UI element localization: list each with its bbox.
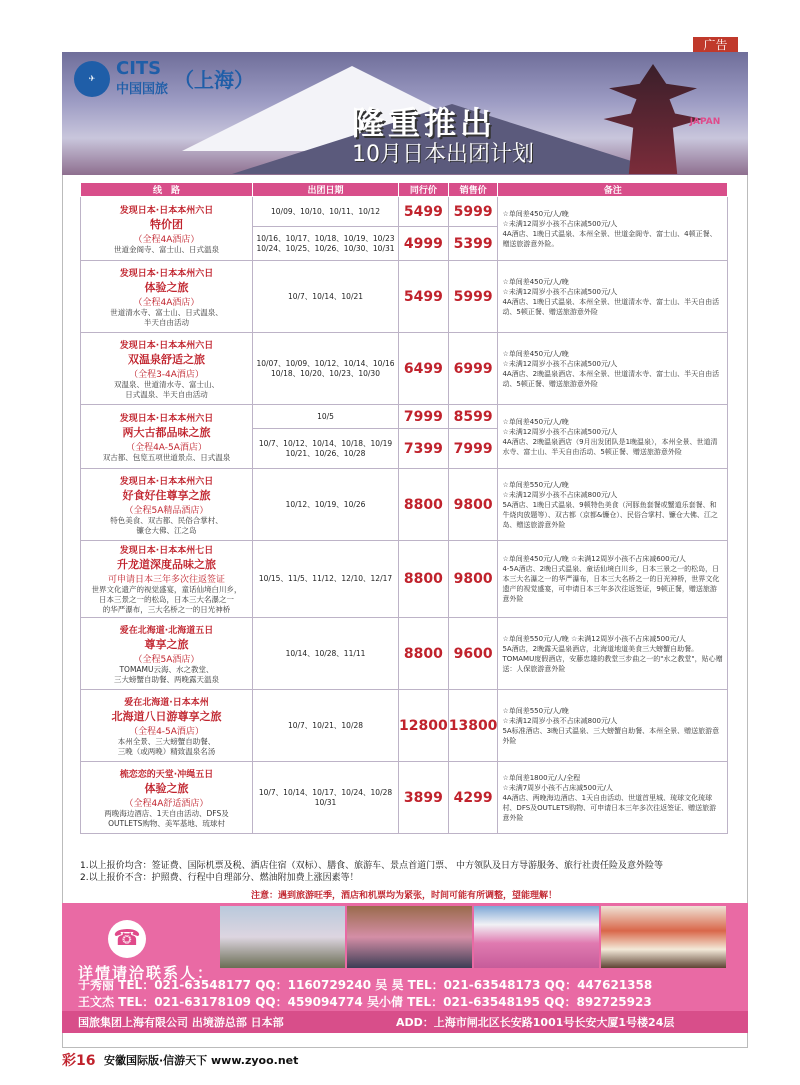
publication: 安徽国际版·信游天下 www.zyoo.net <box>104 1054 299 1067</box>
route-cell <box>81 690 253 762</box>
dates-cell: 10/07、10/09、10/12、10/14、10/16 10/18、10/20、10/23、10/30 <box>253 333 399 405</box>
trade-price: 8800 <box>399 618 449 690</box>
logo-cn: 中国国旅 <box>116 82 169 97</box>
logo-en: CITS <box>116 58 162 79</box>
trade-price: 8800 <box>399 541 449 618</box>
kimono-photo <box>347 906 472 968</box>
sale-price: 5999 <box>448 197 498 227</box>
phone-icon: ☎ <box>108 920 146 958</box>
trade-price: 5499 <box>399 197 449 227</box>
route-title: 发现日本·日本本州七日 <box>119 546 214 556</box>
route-cell <box>81 333 253 405</box>
sale-price: 5399 <box>448 227 498 261</box>
route-desc: 两晚海边酒店、1天自由活动、DFS及 OUTLETS购物、美军基地、琉球村 <box>104 808 229 828</box>
col-trade-price: 同行价 <box>399 183 449 197</box>
sale-price: 9800 <box>448 541 498 618</box>
route-desc: 世界文化遗产的视觉盛宴，童话仙境白川乡， 日本三景之一的松岛，日本三大名瀑之一 的华严瀑布，三大名桥之一的日光神桥 <box>91 585 242 614</box>
photo-strip <box>220 906 726 968</box>
contact-row-1: 于秀丽 TEL：021-63548177 QQ：1160729240 吴 昊 TEL：021-63548173 QQ：447621358 <box>78 978 653 992</box>
col-dates: 出团日期 <box>253 183 399 197</box>
headline: 隆重推出 <box>352 104 497 142</box>
route-cell <box>81 541 253 618</box>
route-hotel: 可申请日本三年多次往返签证 <box>107 575 225 585</box>
route-hotel: （全程4A-5A酒店） <box>126 442 207 453</box>
route-title: 发现日本·日本本州六日 <box>119 268 214 279</box>
col-sale-price: 销售价 <box>448 183 498 197</box>
notes-cell: ☆单间差450元/人/晚 ☆未满12周岁小孩不占床减500元/人 4A酒店、1晚日式温泉、本州全景、世道清水寺、富士山、半天自由活动、5顿正餐、赠送旅游意外险 <box>498 261 728 333</box>
notice: 注意：遇到旅游旺季，酒店和机票均为紧张，时间可能有所调整，望能理解！ <box>250 891 557 901</box>
footnote-2: 2.以上报价不含：护照费、行程中自理部分、燃油附加费上涨因素等！ <box>80 873 359 883</box>
route-hotel: （全程4A酒店） <box>133 297 200 308</box>
ad-label: 广告 <box>693 37 738 54</box>
route-name: 好食好住尊享之旅 <box>122 488 211 502</box>
trade-price: 8800 <box>399 469 449 541</box>
subheadline: 10月日本出团计划 <box>352 142 534 167</box>
sale-price: 8599 <box>448 405 498 429</box>
table-row <box>81 541 728 618</box>
table-row <box>81 762 728 834</box>
dates-cell: 10/7、10/21、10/28 <box>253 690 399 762</box>
sale-price: 9800 <box>448 469 498 541</box>
route-hotel: （全程5A酒店） <box>133 654 200 665</box>
route-cell <box>81 618 253 690</box>
notes-cell: ☆单间差550元/人/晚 ☆未满12周岁小孩不占床减800元/人 5A酒店、1晚日式温泉、9顿特色美食（河豚鱼套餐或蟹道乐套餐、和牛烧肉放题等）、双古都（京都&镰仓）、民俗合掌村、镰仓大佛、江之岛、赠送旅游意外险 <box>498 469 728 541</box>
trade-price: 12800 <box>399 690 449 762</box>
table-row <box>81 197 728 227</box>
logo-city: （上海） <box>174 68 255 92</box>
route-title: 发现日本·日本本州六日 <box>119 413 214 424</box>
route-cell <box>81 405 253 469</box>
route-cell <box>81 261 253 333</box>
dates-cell: 10/12、10/19、10/26 <box>253 469 399 541</box>
trade-price: 7399 <box>399 429 449 469</box>
table-row <box>81 690 728 762</box>
route-name: 尊享之旅 <box>144 637 189 651</box>
dates-cell: 10/15、11/5、11/12、12/10、12/17 <box>253 541 399 618</box>
route-cell <box>81 469 253 541</box>
route-title: 发现日本·日本本州六日 <box>119 476 214 487</box>
trade-price: 5499 <box>399 261 449 333</box>
route-desc: TOMAMU云海、水之教堂、 三大螃蟹自助餐、两晚露天温泉 <box>114 664 219 684</box>
dates-cell: 10/5 <box>253 405 399 429</box>
sushi-photo <box>601 906 726 968</box>
dates-cell: 10/7、10/14、10/17、10/24、10/28 10/31 <box>253 762 399 834</box>
route-desc: 世道清水寺、富士山、日式温泉、 半天自由活动 <box>110 307 223 327</box>
route-name: 体验之旅 <box>144 781 189 795</box>
japan-mark: JAPAN <box>689 117 721 127</box>
company-name: 国旅集团上海有限公司 出境游总部 日本部 <box>78 1016 284 1029</box>
dates-cell: 10/16、10/17、10/18、10/19、10/23 10/24、10/25、10/26、10/30、10/31 <box>253 227 399 261</box>
route-desc: 双古都、包览五项世道景点、日式温泉 <box>102 452 231 462</box>
route-title: 发现日本·日本本州六日 <box>119 205 214 216</box>
sale-price: 4299 <box>448 762 498 834</box>
dates-cell: 10/7、10/12、10/14、10/18、10/19 10/21、10/26、10/28 <box>253 429 399 469</box>
footnotes <box>80 860 663 884</box>
route-title: 爱在北海道·日本本州 <box>124 697 209 708</box>
route-hotel: （全程3-4A酒店） <box>129 369 204 380</box>
table-row <box>81 333 728 405</box>
route-name: 两大古都品味之旅 <box>122 425 211 439</box>
cits-logo <box>74 60 254 97</box>
footnote-1: 1.以上报价均含：签证费、国际机票及税、酒店住宿（双标）、膳食、旅游车、景点首道门票、 中方领队及日方导游服务、旅行社责任险及意外险等 <box>80 861 663 871</box>
route-title: 梳恋恋的天堂·冲绳五日 <box>119 769 214 780</box>
fuji-flowers-photo <box>474 906 599 968</box>
route-name: 特价团 <box>150 217 183 231</box>
route-hotel: （全程4A酒店） <box>133 234 200 245</box>
route-name: 双温泉舒适之旅 <box>128 352 205 366</box>
notes-cell: ☆单间差450元/人/晚 ☆未满12周岁小孩不占床减500元/人 4A酒店、2晚温泉酒店、本州全景、世道清水寺、富士山、半天自由活动、5顿正餐、赠送旅游意外险 <box>498 333 728 405</box>
route-cell <box>81 197 253 261</box>
cits-logo-icon: ✈ <box>74 61 110 97</box>
table-row <box>81 405 728 429</box>
tour-table <box>80 182 728 834</box>
trade-price: 4999 <box>399 227 449 261</box>
route-title: 爱在北海道·北海道五日 <box>119 625 214 636</box>
table-row <box>81 469 728 541</box>
trade-price: 6499 <box>399 333 449 405</box>
address: ADD：上海市闸北区长安路1001号长安大厦1号楼24层 <box>396 1016 675 1029</box>
route-desc: 特色美食、双古都、民俗合掌村、 镰仓大佛、江之岛 <box>110 515 223 535</box>
notes-cell: ☆单间差550元/人/晚 ☆未满12周岁小孩不占床减500元/人 5A酒店，2晚露天温泉酒店，北海道地道美食三大螃蟹自助餐。 TOMAMU度假酒店，安藤忠雄的教堂三步曲之一的"水之教堂"，贴心赠送：人保旅游意外险 <box>498 618 728 690</box>
trade-price: 7999 <box>399 405 449 429</box>
notes-cell: ☆单间差450元/人/晚 ☆未满12周岁小孩不占床减600元/人 4-5A酒店、2晚日式温泉、童话仙境白川乡，日本三景之一的松岛，日本三大名瀑之一的华严瀑布，日本三大名桥之一的日光神桥，世界文化遗产的视觉盛宴，可申请日本三年多次往返签证，9顿正餐，赠送旅游意外险 <box>498 541 728 618</box>
route-name: 体验之旅 <box>144 280 189 294</box>
notes-cell: ☆单间差550元/人/晚 ☆未满12周岁小孩不占床减800元/人 5A标准酒店、3晚日式温泉、三大螃蟹自助餐、本州全景、赠送旅游意外险 <box>498 690 728 762</box>
notes-cell: ☆单间差1800元/人/全程 ☆未满7周岁小孩不占床减500元/人 4A酒店、两晚海边酒店、1天自由活动、世道首里城、琉球文化琉球村、DFS及OUTLETS购物、可申请日本三年多次往返签证、赠送旅游意外险 <box>498 762 728 834</box>
table-row <box>81 618 728 690</box>
sale-price: 9600 <box>448 618 498 690</box>
dates-cell: 10/14、10/28、11/11 <box>253 618 399 690</box>
route-title: 发现日本·日本本州六日 <box>119 340 214 351</box>
sale-price: 13800 <box>448 690 498 762</box>
contact-row-2: 王文杰 TEL：021-63178109 QQ：459094774 吴小倩 TEL：021-63548195 QQ：892725923 <box>78 995 652 1009</box>
route-name: 北海道八日游尊享之旅 <box>111 709 222 723</box>
castle-photo <box>220 906 345 968</box>
route-hotel: （全程4-5A酒店） <box>129 726 204 737</box>
route-hotel: （全程4A舒适酒店） <box>124 798 209 809</box>
col-route: 线 路 <box>81 183 253 197</box>
route-desc: 世道金阁寺、富士山、日式温泉 <box>114 244 219 254</box>
contact-heading: 详情请洽联系人： <box>78 964 215 982</box>
route-cell <box>81 762 253 834</box>
sale-price: 7999 <box>448 429 498 469</box>
table-row <box>81 261 728 333</box>
trade-price: 3899 <box>399 762 449 834</box>
sale-price: 5999 <box>448 261 498 333</box>
notes-cell: ☆单间差450元/人/晚 ☆未满12周岁小孩不占床减500元/人 4A酒店、1晚日式温泉、本州全景、世道金阁寺、富士山、4顿正餐、赠送旅游意外险。 <box>498 197 728 261</box>
route-name: 升龙道深度品味之旅 <box>117 558 216 571</box>
route-desc: 本州全景、三大螃蟹自助餐、 三晚（或两晚）精致温泉名汤 <box>117 736 216 756</box>
col-notes: 备注 <box>498 183 728 197</box>
notes-cell: ☆单间差450元/人/晚 ☆未满12周岁小孩不占床减500元/人 4A酒店、2晚温泉酒店（9月出发团队是1晚温泉），本州全景、世道清水寺、富士山、半天自由活动、5顿正餐、赠送旅游意外险 <box>498 405 728 469</box>
sale-price: 6999 <box>448 333 498 405</box>
dates-cell: 10/7、10/14、10/21 <box>253 261 399 333</box>
route-hotel: （全程5A精品酒店） <box>124 505 209 516</box>
page-number: 彩16 <box>62 1053 96 1069</box>
route-desc: 双温泉、世道清水寺、富士山、 日式温泉、半天自由活动 <box>114 379 219 399</box>
dates-cell: 10/09、10/10、10/11、10/12 <box>253 197 399 227</box>
